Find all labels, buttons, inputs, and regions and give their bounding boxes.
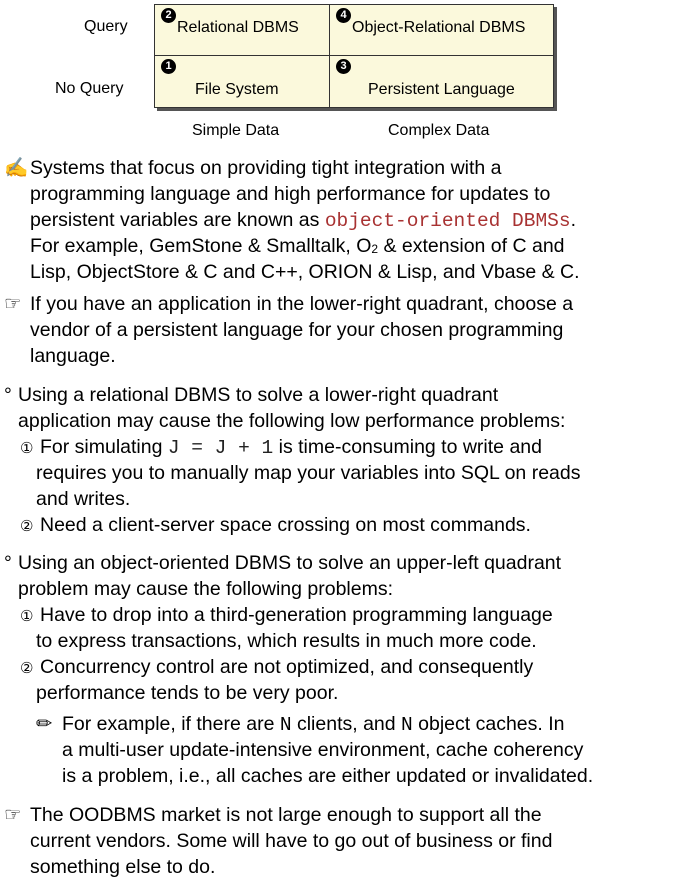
circled-two-icon: ②	[20, 518, 34, 535]
quadrant-diagram	[154, 4, 554, 108]
col-label-complex-data: Complex Data	[388, 122, 490, 139]
para4-item2-line2: performance tends to be very poor.	[36, 682, 339, 704]
quadrant-label-file-system: File System	[195, 81, 279, 98]
para4-sub-text-a: For example, if there are	[62, 713, 280, 735]
quadrant-label-object-relational-dbms: Object-Relational DBMS	[352, 19, 526, 36]
para4-item2-text: Concurrency control are not optimized, and consequently	[40, 656, 534, 678]
circled-one-icon: ①	[20, 608, 34, 625]
para2-line1: If you have an application in the lower-right quadrant, choose a	[30, 293, 574, 315]
para1-line2: programming language and high performance for updates to	[30, 183, 551, 205]
quadrant-number-2: 2	[161, 8, 176, 23]
para3-item1-text-end: is time-consuming to write and	[273, 436, 542, 458]
para1-line4	[30, 234, 565, 263]
var-n-caches: N	[401, 714, 413, 736]
para4-item1-line2: to express transactions, which results in much more code.	[36, 630, 537, 652]
note-icon: ✍	[4, 157, 29, 179]
para1-line1: Systems that focus on providing tight integration with a	[30, 157, 502, 179]
degree-bullet-icon: °	[4, 384, 12, 406]
row-label-query: Query	[84, 18, 128, 35]
para1-line3-end: .	[570, 209, 576, 231]
quadrant-label-persistent-language: Persistent Language	[368, 81, 515, 98]
para4-line2: problem may cause the following problems:	[18, 578, 394, 600]
para3-item1-line1	[20, 435, 542, 462]
para4-sub-text-c: object caches. In	[412, 713, 565, 735]
para3-line1: Using a relational DBMS to solve a lower-right quadrant	[18, 384, 499, 406]
para3-item2-text: Need a client-server space crossing on most commands.	[40, 514, 531, 536]
quadrant-4	[330, 5, 526, 55]
quadrant-2	[155, 5, 329, 55]
para1-line3-text: persistent variables are known as	[30, 209, 325, 231]
para1-line4-end: & extension of C and	[378, 235, 565, 257]
pointing-hand-icon: ☞	[4, 293, 22, 315]
var-n-clients: N	[279, 714, 292, 736]
para4-sub-line2: a multi-user update-intensive environment, cache coherency	[62, 739, 584, 761]
para3-item1-line2: requires you to manually map your variables into SQL on reads	[36, 462, 581, 484]
para1-line4-text: For example, GemStone & Smalltalk, O	[30, 235, 372, 257]
para4-sub-line1	[62, 712, 565, 739]
quadrant-number-4: 4	[336, 8, 351, 23]
para4-sub-line3: is a problem, i.e., all caches are either updated or invalidated.	[62, 765, 594, 787]
quadrant-1	[155, 56, 329, 106]
col-label-simple-data: Simple Data	[192, 122, 280, 139]
row-label-no-query: No Query	[55, 80, 124, 97]
para2-line2: vendor of a persistent language for your chosen programming	[30, 319, 564, 341]
para3-item1-line3: and writes.	[36, 488, 131, 510]
circled-one-icon: ①	[20, 440, 34, 457]
para4-sub-text-b: clients, and	[291, 713, 402, 735]
para4-item1-line1	[20, 603, 553, 630]
para4-item2-line1	[20, 655, 533, 682]
para4-line1: Using an object-oriented DBMS to solve an upper-left quadrant	[18, 552, 562, 574]
term-object-oriented-dbmss: object-oriented DBMSs	[324, 210, 571, 232]
quadrant-3	[330, 56, 515, 106]
quadrant-number-3: 3	[336, 59, 351, 74]
o2-subscript: 2	[371, 242, 379, 256]
pointing-hand-icon: ☞	[4, 804, 22, 826]
quadrant-number-1: 1	[161, 59, 176, 74]
para5-line2: current vendors. Some will have to go out of business or find	[30, 830, 553, 852]
para2-line3: language.	[30, 345, 116, 367]
code-j-equals-j-plus-1: J = J + 1	[167, 437, 274, 459]
para1-line3	[30, 208, 576, 235]
quadrant-label-relational-dbms: Relational DBMS	[177, 19, 299, 36]
para5-line1: The OODBMS market is not large enough to support all the	[30, 804, 542, 826]
para5-line3: something else to do.	[30, 856, 216, 878]
para3-line2: application may cause the following low performance problems:	[18, 410, 566, 432]
para3-item2	[20, 513, 531, 540]
degree-bullet-icon: °	[4, 552, 12, 574]
para3-item1-text: For simulating	[40, 436, 168, 458]
pencil-icon: ✏	[36, 713, 53, 735]
para1-line5: Lisp, ObjectStore & C and C++, ORION & Lisp, and Vbase & C.	[30, 261, 580, 283]
circled-two-icon: ②	[20, 660, 34, 677]
para4-item1-text: Have to drop into a third-generation programming language	[40, 604, 553, 626]
